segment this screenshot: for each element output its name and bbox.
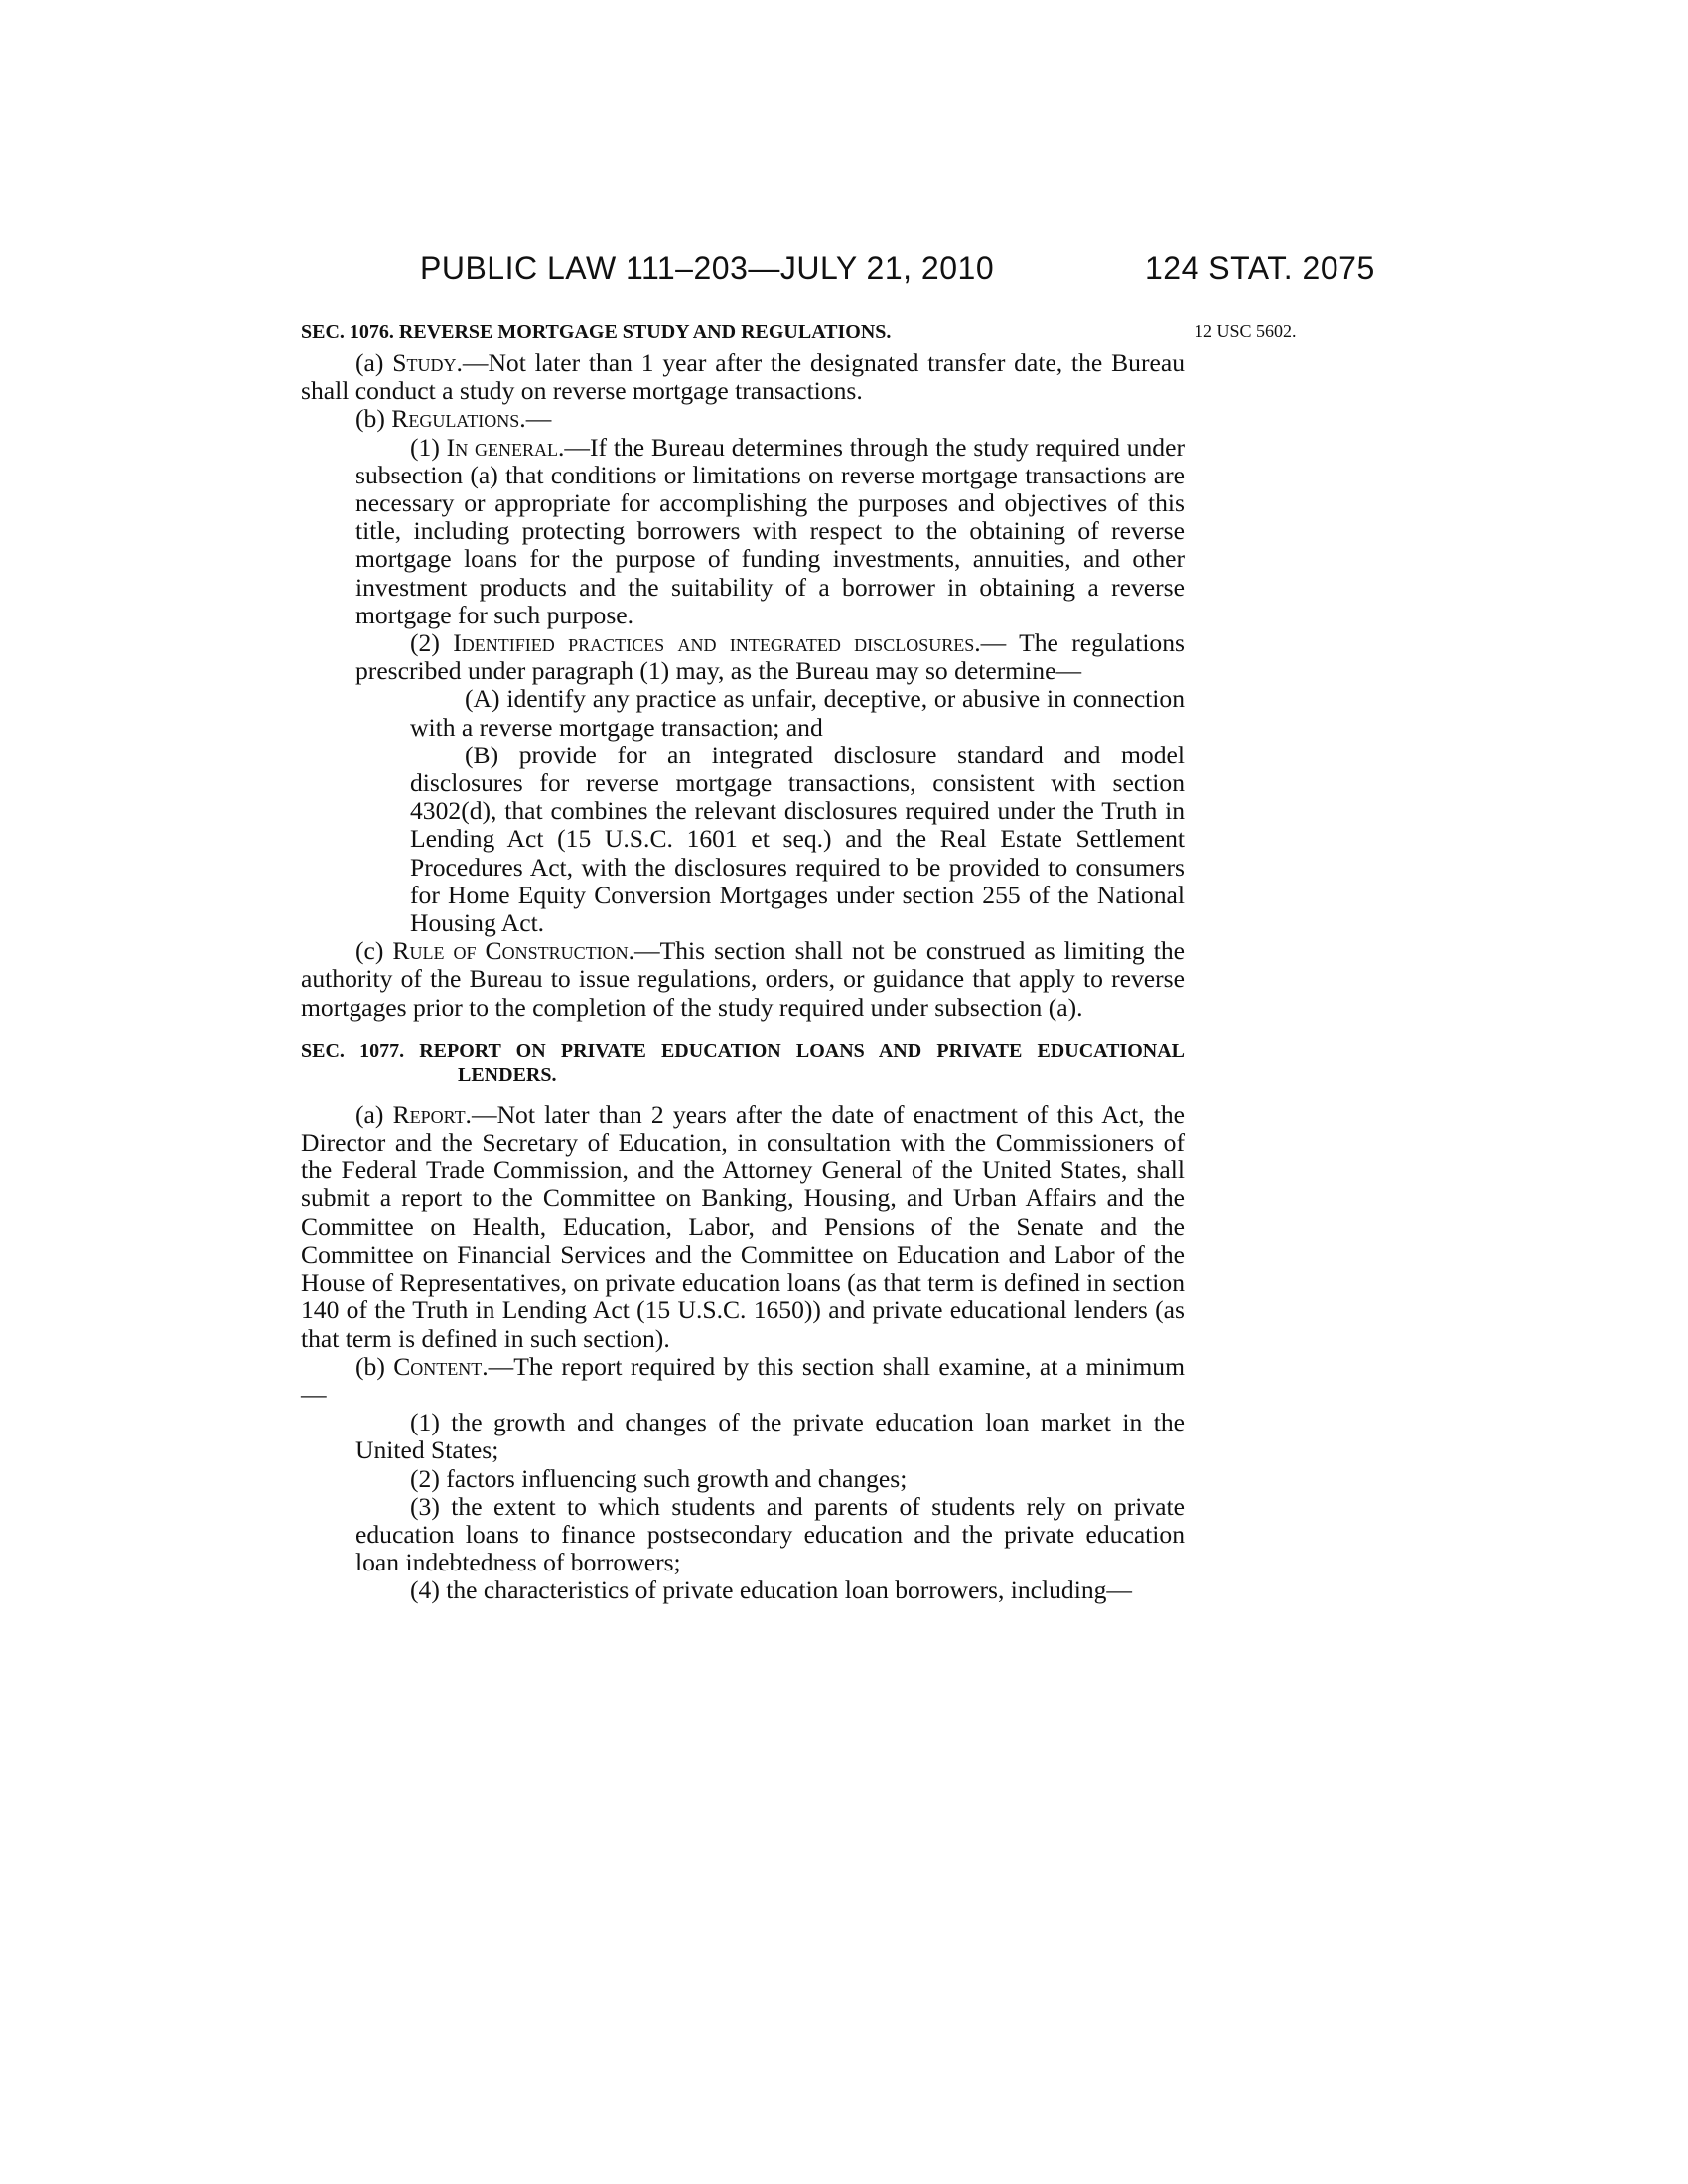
sec1076-subsection-b	[301, 405, 1185, 433]
text: —Not later than 1 year after the designated transfer date, the Bureau shall conduct a study on reverse mortgage transactions.	[301, 348, 1185, 406]
sec1076-subsection-c	[301, 937, 1185, 1022]
caption: Regulations.	[391, 404, 526, 434]
sec1077-subsection-b	[301, 1353, 1185, 1409]
usc-margin-note: 12 USC 5602.	[1195, 321, 1297, 341]
caption: In general.	[446, 432, 565, 462]
sec1076-paragraph-b1	[301, 434, 1185, 629]
sec1076-subparagraph-B: (B) provide for an integrated disclosure standard and model disclosures for reverse mortgage transactions, consistent with section 4302(d), that combines the relevant disclosures required under the Truth in Lending Act (15 U.S.C. 1601 et seq.) and the Real Estate Settlement Procedures Act, with the disclosures required to be provided to consumers for Home Equity Conversion Mortgages under section 255 of the National Housing Act.	[410, 740, 1185, 938]
running-header-title: PUBLIC LAW 111–203—JULY 21, 2010	[420, 250, 995, 286]
sec1077-item: (2) factors influencing such growth and changes;	[410, 1463, 908, 1493]
text: —Not later than 2 years after the date of enactment of this Act, the Director and the Secretary of Education, in consultation with the Commissioners of the Federal Trade Commission, and the Attorney General of the United States, shall submit a report to the Committee on Banking, Housing, and Urban Affairs and the Committee on Health, Education, Labor, and Pensions of the Senate and the Committee on Financial Services and the Committee on Education and Labor of the House of Representatives, on private education loans (as that term is defined in section 140 of the Truth in Lending Act (15 U.S.C. 1650)) and private educational lenders (as that term is defined in such section).	[301, 1099, 1185, 1353]
caption: Identified practices and integrated disclosures.	[453, 628, 981, 658]
text: —	[525, 404, 552, 434]
section-1077-heading: SEC. 1077. REPORT ON PRIVATE EDUCATION LOANS AND PRIVATE EDUCATIONAL LENDERS.	[301, 1039, 1185, 1086]
text: —If the Bureau determines through the study required under subsection (a) that conditions or limitations on reverse mortgage transactions are necessary or appropriate for accomplishing the purposes and objectives of this title, including protecting borrowers with respect to the obtaining of reverse mortgage loans for the purpose of funding investments, annuities, and other investment products and the suitability of a borrower in obtaining a reverse mortgage for such purpose.	[355, 432, 1185, 629]
label: (c)	[355, 936, 393, 966]
label: (1)	[410, 432, 447, 462]
sec1077-item: (1) the growth and changes of the private education loan market in the United States;	[355, 1408, 1185, 1465]
caption: Content.	[393, 1351, 489, 1381]
document-body	[301, 320, 1185, 1605]
caption: Study.	[392, 348, 463, 377]
sec1076-paragraph-b2	[301, 629, 1185, 685]
label: (2)	[410, 628, 454, 658]
label: (b)	[355, 404, 392, 434]
sec1076-subsection-a	[301, 349, 1185, 405]
label: (b)	[355, 1351, 394, 1381]
text: —This section shall not be construed as limiting the authority of the Bureau to issue regulations, orders, or guidance that apply to reverse mortgages prior to the completion of the study required under subsection (a).	[301, 936, 1185, 1022]
label: (a)	[355, 348, 393, 377]
caption: Report.	[392, 1099, 472, 1129]
statute-page-number: 124 STAT. 2075	[1145, 250, 1375, 286]
sec1076-subparagraph-A: (A) identify any practice as unfair, deceptive, or abusive in connection with a reverse mortgage transaction; and	[410, 684, 1185, 742]
text: —The report required by this section shall examine, at a minimum—	[301, 1351, 1185, 1409]
sec1077-item: (3) the extent to which students and parents of students rely on private education loans to finance postsecondary education and the private education loan indebtedness of borrowers;	[355, 1491, 1185, 1577]
sec1077-subsection-a	[301, 1101, 1185, 1353]
text: — The regulations prescribed under paragraph (1) may, as the Bureau may so determine—	[355, 628, 1185, 686]
section-1076-heading: SEC. 1076. REVERSE MORTGAGE STUDY AND REGULATIONS.	[301, 321, 892, 342]
caption: Rule of Construction.	[392, 936, 634, 966]
label: (a)	[355, 1099, 393, 1129]
sec1077-item: (4) the characteristics of private education loan borrowers, including—	[410, 1575, 1133, 1605]
